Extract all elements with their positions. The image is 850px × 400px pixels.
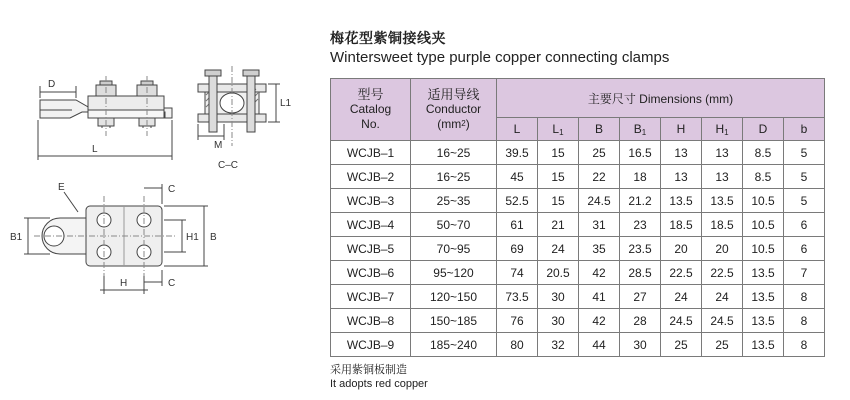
label-D: D (48, 79, 56, 90)
side-view (38, 76, 172, 160)
table-row (331, 285, 825, 309)
title-english: Wintersweet type purple copper connecting clamps (330, 49, 670, 66)
cell-dimension: 8.5 (743, 141, 784, 165)
header-dimensions: 主要尺寸 Dimensions (mm) (497, 79, 825, 118)
cell-dimension: 13.5 (743, 309, 784, 333)
cell-dimension: 13 (661, 165, 702, 189)
cell-conductor: 120~150 (411, 285, 497, 309)
cell-catalog: WCJB–1 (331, 141, 411, 165)
cell-conductor: 185~240 (411, 333, 497, 357)
cell-dimension: 15 (538, 189, 579, 213)
cell-dimension: 39.5 (497, 141, 538, 165)
cell-dimension: 22 (579, 165, 620, 189)
cell-dimension: 13 (702, 165, 743, 189)
cell-conductor: 16~25 (411, 165, 497, 189)
cell-dimension: 23.5 (620, 237, 661, 261)
cell-dimension: 32 (538, 333, 579, 357)
cell-dimension: 80 (497, 333, 538, 357)
cell-dimension: 6 (784, 237, 825, 261)
cell-dimension: 22.5 (702, 261, 743, 285)
cell-dimension: 45 (497, 165, 538, 189)
cell-dimension: 8 (784, 333, 825, 357)
cell-dimension: 73.5 (497, 285, 538, 309)
table-row (331, 165, 825, 189)
cell-dimension: 18 (620, 165, 661, 189)
cell-dimension: 24.5 (661, 309, 702, 333)
cell-catalog: WCJB–3 (331, 189, 411, 213)
cell-dimension: 24 (661, 285, 702, 309)
cell-dimension: 18.5 (702, 213, 743, 237)
cell-dimension: 23 (620, 213, 661, 237)
cell-conductor: 150~185 (411, 309, 497, 333)
note-english: It adopts red copper (330, 378, 428, 390)
cell-catalog: WCJB–5 (331, 237, 411, 261)
cell-dimension: 10.5 (743, 237, 784, 261)
cell-dimension: 30 (538, 285, 579, 309)
cell-catalog: WCJB–6 (331, 261, 411, 285)
cell-dimension: 30 (538, 309, 579, 333)
cell-dimension: 8 (784, 309, 825, 333)
top-view (24, 184, 208, 294)
header-dim-b1: B1 (620, 118, 661, 141)
cell-dimension: 31 (579, 213, 620, 237)
cell-dimension: 35 (579, 237, 620, 261)
cell-dimension: 13 (702, 141, 743, 165)
cell-dimension: 8 (784, 285, 825, 309)
cell-dimension: 24.5 (579, 189, 620, 213)
cell-dimension: 28 (620, 309, 661, 333)
cell-dimension: 13.5 (661, 189, 702, 213)
cell-dimension: 13.5 (743, 261, 784, 285)
cell-dimension: 30 (620, 333, 661, 357)
cell-dimension: 15 (538, 165, 579, 189)
cell-dimension: 74 (497, 261, 538, 285)
table-row (331, 141, 825, 165)
technical-drawing (0, 0, 320, 400)
cell-dimension: 13.5 (702, 189, 743, 213)
cell-dimension: 61 (497, 213, 538, 237)
cell-dimension: 13 (661, 141, 702, 165)
table-row (331, 309, 825, 333)
label-L1: L1 (280, 98, 292, 109)
cell-dimension: 52.5 (497, 189, 538, 213)
note-chinese: 采用紫铜板制造 (330, 364, 407, 376)
cell-dimension: 16.5 (620, 141, 661, 165)
cell-dimension: 42 (579, 261, 620, 285)
cell-dimension: 21 (538, 213, 579, 237)
cell-catalog: WCJB–7 (331, 285, 411, 309)
table-row (331, 189, 825, 213)
cell-dimension: 42 (579, 309, 620, 333)
cell-dimension: 25 (579, 141, 620, 165)
cell-catalog: WCJB–8 (331, 309, 411, 333)
table-row (331, 213, 825, 237)
header-dim-h1: H1 (702, 118, 743, 141)
cell-dimension: 20.5 (538, 261, 579, 285)
cell-dimension: 25 (702, 333, 743, 357)
header-dim-l: L (497, 118, 538, 141)
cell-dimension: 10.5 (743, 213, 784, 237)
cell-dimension: 13.5 (743, 333, 784, 357)
cell-dimension: 24.5 (702, 309, 743, 333)
cell-conductor: 95~120 (411, 261, 497, 285)
label-B: B (210, 232, 217, 243)
cell-dimension: 20 (661, 237, 702, 261)
table-row (331, 261, 825, 285)
cell-dimension: 25 (661, 333, 702, 357)
section-view (198, 66, 280, 146)
header-dim-b: b (784, 118, 825, 141)
cell-dimension: 22.5 (661, 261, 702, 285)
cell-dimension: 44 (579, 333, 620, 357)
label-C-top: C (168, 184, 176, 195)
label-M: M (214, 140, 223, 151)
cell-dimension: 8.5 (743, 165, 784, 189)
label-L: L (92, 144, 98, 155)
label-H1: H1 (186, 232, 199, 243)
cell-dimension: 15 (538, 141, 579, 165)
cell-dimension: 20 (702, 237, 743, 261)
cell-dimension: 24 (702, 285, 743, 309)
cell-dimension: 5 (784, 141, 825, 165)
cell-dimension: 76 (497, 309, 538, 333)
cell-dimension: 24 (538, 237, 579, 261)
table-row (331, 237, 825, 261)
header-catalog: 型号 Catalog No. (331, 79, 411, 141)
cell-catalog: WCJB–4 (331, 213, 411, 237)
header-dim-b: B (579, 118, 620, 141)
cell-dimension: 28.5 (620, 261, 661, 285)
label-E: E (58, 182, 65, 193)
label-B1: B1 (10, 232, 23, 243)
cell-dimension: 41 (579, 285, 620, 309)
cell-catalog: WCJB–9 (331, 333, 411, 357)
cell-dimension: 21.2 (620, 189, 661, 213)
header-dim-h: H (661, 118, 702, 141)
label-C-bottom: C (168, 278, 176, 289)
cell-conductor: 70~95 (411, 237, 497, 261)
header-conductor: 适用导线 Conductor $(mm^2)$ (411, 79, 497, 141)
header-dim-d: D (743, 118, 784, 141)
cell-dimension: 6 (784, 213, 825, 237)
cell-dimension: 5 (784, 189, 825, 213)
cell-catalog: WCJB–2 (331, 165, 411, 189)
header-dim-l1: L1 (538, 118, 579, 141)
label-section: C–C (218, 160, 239, 171)
table-row (331, 333, 825, 357)
cell-dimension: 69 (497, 237, 538, 261)
cell-conductor: 16~25 (411, 141, 497, 165)
spec-table (330, 78, 825, 357)
cell-conductor: 25~35 (411, 189, 497, 213)
cell-dimension: 18.5 (661, 213, 702, 237)
cell-dimension: 27 (620, 285, 661, 309)
cell-dimension: 5 (784, 165, 825, 189)
cell-dimension: 13.5 (743, 285, 784, 309)
label-H: H (120, 278, 128, 289)
cell-dimension: 10.5 (743, 189, 784, 213)
title-chinese: 梅花型紫铜接线夹 (330, 30, 446, 46)
cell-conductor: 50~70 (411, 213, 497, 237)
cell-dimension: 7 (784, 261, 825, 285)
